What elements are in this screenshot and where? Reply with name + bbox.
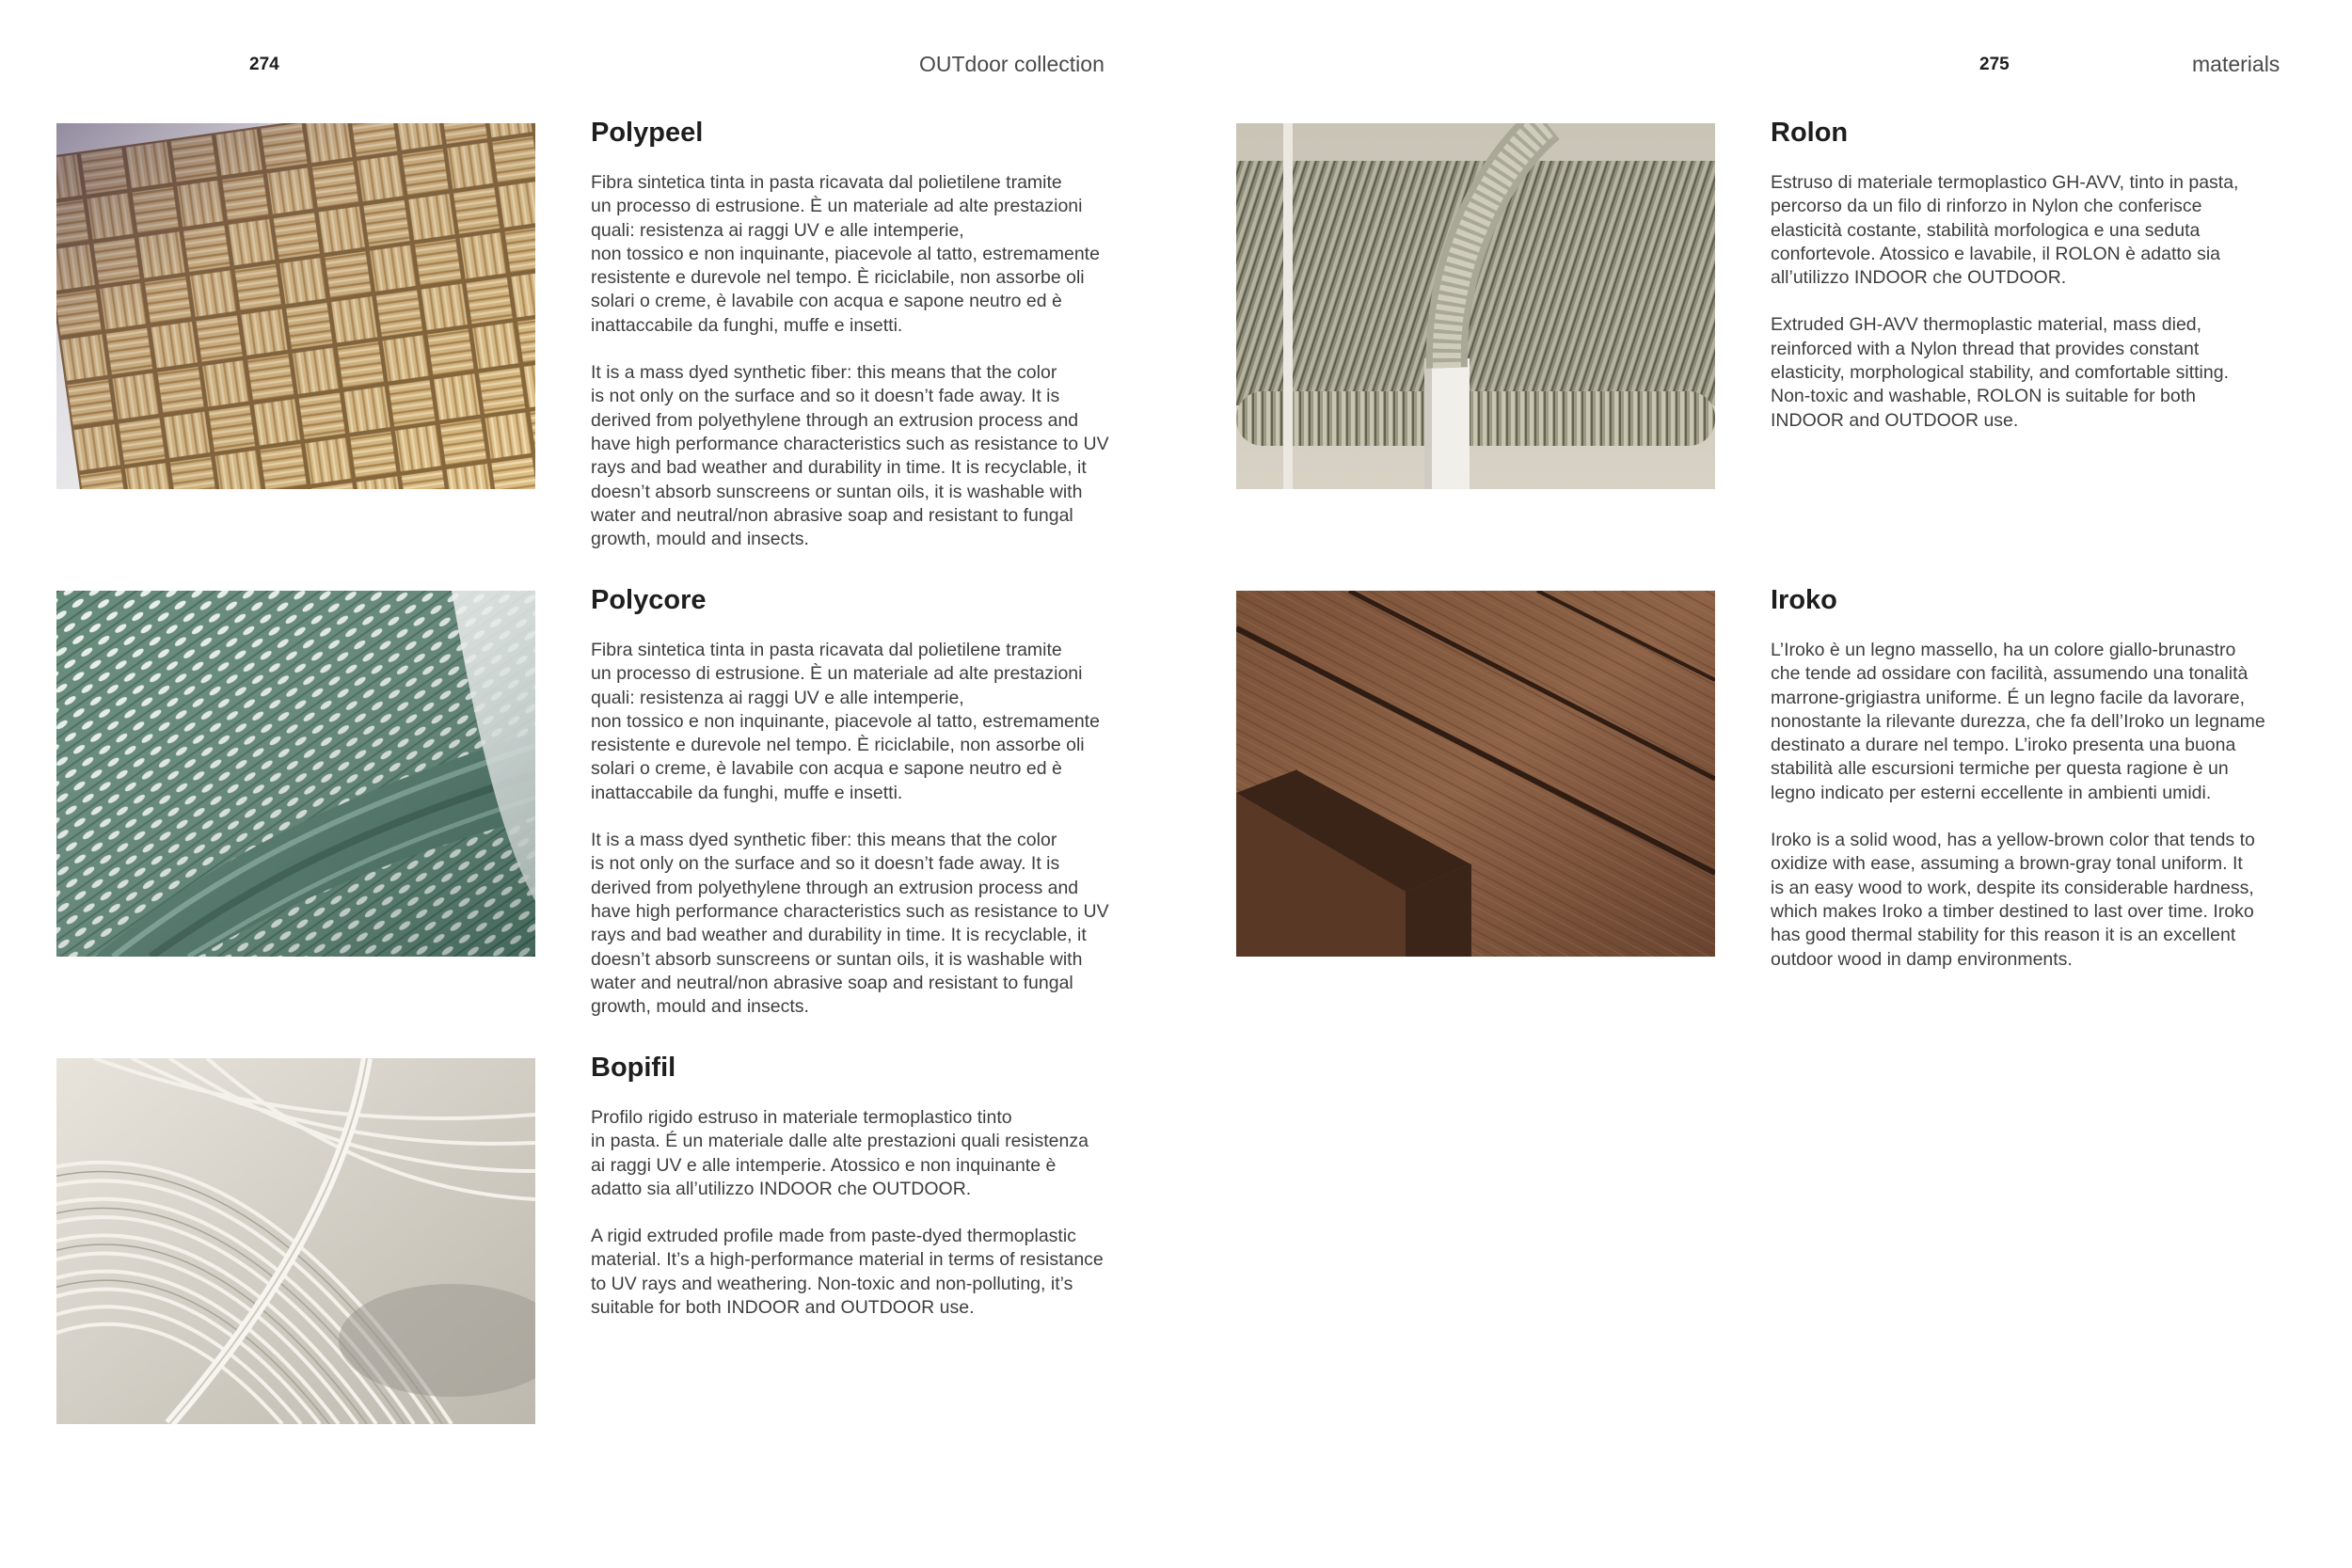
polypeel-italian-text: Fibra sintetica tinta in pasta ricavata dal polietilene tramite un processo di estrusione. È un materiale ad alte prestazioni quali: resistenza ai raggi UV e alle intemperie, non tossico e non inquinante, piacevole al tatto, estremamente resistente e durevole nel tempo. È riciclabile, non assorbe oli solari o creme, è lavabile con acqua e sapone neutro ed è inattaccabile da funghi, muffe e insetti. bbox=[591, 172, 1100, 336]
rolon-italian-text: Estruso di materiale termoplastico GH-AVV, tinto in pasta, percorso da un filo di rinforzo in Nylon che conferisce elasticità costante, stabilità morfologica e una seduta confortevole. Atossico e lavabile, il ROLON è adatto sia all’utilizzo INDOOR che OUTDOOR. bbox=[1771, 172, 2239, 289]
bopifil-english-text: A rigid extruded profile made from paste-dyed thermoplastic material. It’s a high-performance material in terms of resistance to UV rays and weathering. Non-toxic and non-polluting, it’s suitable for both INDOOR and OUTDOOR use. bbox=[591, 1226, 1104, 1319]
polypeel-photo bbox=[56, 123, 535, 489]
bopifil-section bbox=[591, 1053, 1146, 1343]
right-page-number: 275 bbox=[1979, 55, 2010, 74]
polycore-title: Polycore bbox=[591, 585, 707, 615]
rolon-photo bbox=[1236, 123, 1715, 489]
bopifil-photo bbox=[56, 1058, 535, 1424]
rolon-section bbox=[1771, 119, 2326, 456]
bopifil-title: Bopifil bbox=[591, 1053, 676, 1083]
polypeel-title: Polypeel bbox=[591, 118, 704, 148]
iroko-wood-image bbox=[1236, 591, 1715, 957]
polycore-weave-image bbox=[56, 591, 535, 957]
polycore-english-text: It is a mass dyed synthetic fiber: this means that the color is not only on the surface and so it doesn’t fade away. It is derived from polyethylene through an extrusion process and have high performance characteristics such as resistance to UV rays and bad weather and durability in time. It is recyclable, it doesn’t absorb sunscreens or suntan oils, it is washable with water and neutral/non abrasive soap and resistant to fungal growth, mould and insects. bbox=[591, 830, 1109, 1018]
polypeel-weave-image bbox=[56, 123, 535, 489]
iroko-section bbox=[1771, 586, 2326, 995]
polypeel-english-text: It is a mass dyed synthetic fiber: this means that the color is not only on the surface and so it doesn’t fade away. It is derived from polyethylene through an extrusion process and have high performance characteristics such as resistance to UV rays and bad weather and durability in time. It is recyclable, it doesn’t absorb sunscreens or suntan oils, it is washable with water and neutral/non abrasive soap and resistant to fungal growth, mould and insects. bbox=[591, 362, 1109, 550]
rolon-title: Rolon bbox=[1771, 118, 1849, 148]
iroko-english-text: Iroko is a solid wood, has a yellow-brown color that tends to oxidize with ease, assuming a brown-gray tonal uniform. It is an easy wood to work, despite its considerable hardness, which makes Iroko a timber destined to last over time. Iroko has good thermal stability for this reason it is an excellent outdoor wood in damp environments. bbox=[1771, 830, 2255, 970]
right-running-title: materials bbox=[2192, 52, 2280, 76]
left-page-number: 274 bbox=[249, 55, 279, 74]
bopifil-profile-image bbox=[56, 1058, 535, 1424]
bopifil-italian-text: Profilo rigido estruso in materiale termoplastico tinto in pasta. É un materiale dalle alte prestazioni quali resistenza ai raggi UV e alle intemperie. Atossico e non inquinante è adatto sia all’utilizzo INDOOR che OUTDOOR. bbox=[591, 1107, 1089, 1199]
iroko-photo bbox=[1236, 591, 1715, 957]
iroko-title: Iroko bbox=[1771, 585, 1837, 615]
rolon-chair-image bbox=[1236, 123, 1715, 489]
polypeel-section bbox=[591, 119, 1146, 575]
left-running-title: OUTdoor collection bbox=[919, 52, 1104, 76]
polycore-italian-text: Fibra sintetica tinta in pasta ricavata dal polietilene tramite un processo di estrusione. È un materiale ad alte prestazioni quali: resistenza ai raggi UV e alle intemperie, non tossico e non inquinante, piacevole al tatto, estremamente resistente e durevole nel tempo. È riciclabile, non assorbe oli solari o creme, è lavabile con acqua e sapone neutro ed è inattaccabile da funghi, muffe e insetti. bbox=[591, 640, 1100, 803]
iroko-italian-text: L’Iroko è un legno massello, ha un colore giallo-brunastro che tende ad ossidare con facilità, assumendo una tonalità marrone-grigiastra uniforme. É un legno facile da lavorare, nonostante la rilevante durezza, che fa dell’Iroko un legname destinato a durare nel tempo. L’iroko presenta una buona stabilità alle escursioni termiche per questa ragione è un legno indicato per esterni eccellente in ambienti umidi. bbox=[1771, 640, 2265, 803]
rolon-english-text: Extruded GH-AVV thermoplastic material, mass died, reinforced with a Nylon thread that provides constant elasticity, morphological stability, and comfortable sitting. Non-toxic and washable, ROLON is suitable for both INDOOR and OUTDOOR use. bbox=[1771, 314, 2229, 431]
polycore-section bbox=[591, 586, 1146, 1042]
polycore-photo bbox=[56, 591, 535, 957]
